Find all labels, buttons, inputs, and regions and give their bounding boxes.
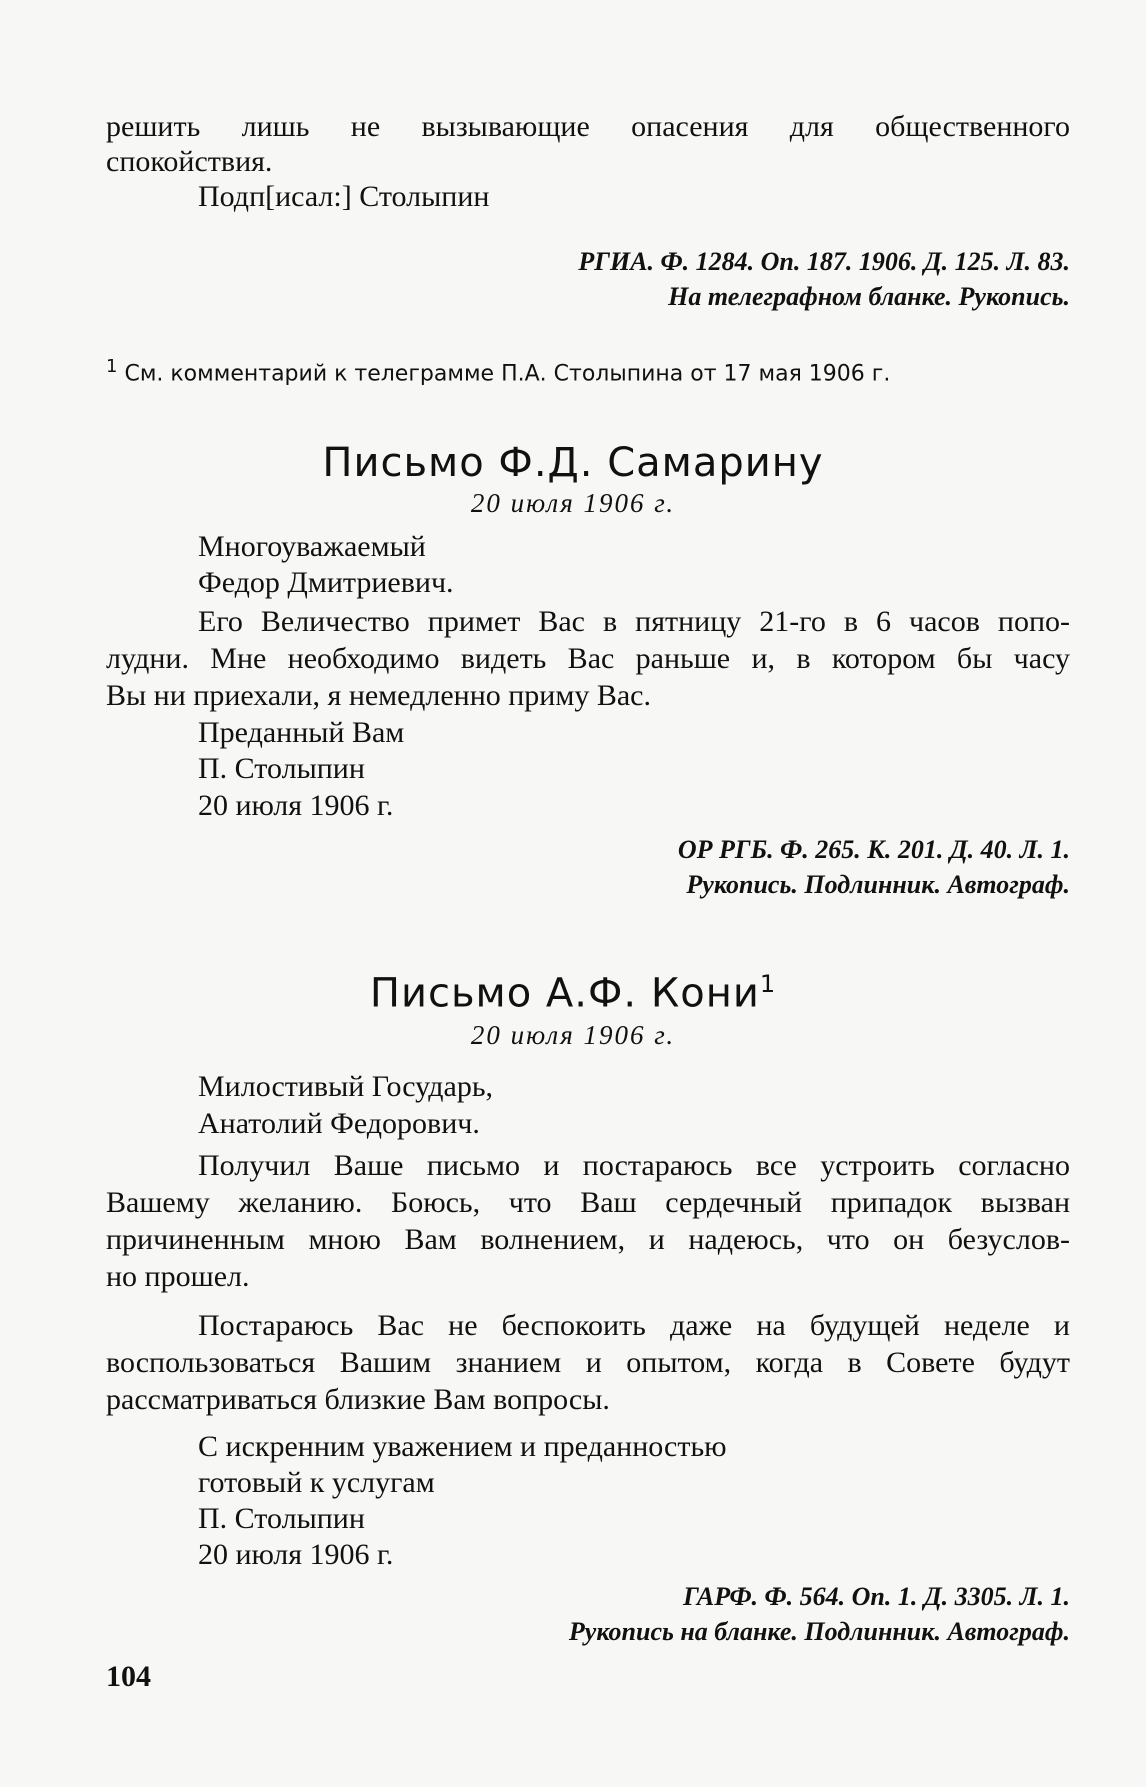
paragraph-line: Получил Ваше письмо и постараюсь все устроить согласно	[198, 1149, 1070, 1182]
paragraph-line: Его Величество примет Вас в пятницу 21-го в 6 часов попо-	[198, 605, 1070, 638]
section-heading	[0, 970, 1146, 1016]
closing: С искренним уважением и преданностью	[198, 1430, 727, 1463]
signature: П. Столыпин	[198, 752, 365, 785]
text-line: решить лишь не вызывающие опасения для общественного	[106, 110, 1070, 143]
archive-citation: ГАРФ. Ф. 564. Оп. 1. Д. 3305. Л. 1.	[683, 1582, 1070, 1611]
paragraph-line: причиненным мною Вам волнением, и надеюсь, что он безуслов-	[106, 1223, 1070, 1256]
source-note: Рукопись на бланке. Подлинник. Автограф.	[568, 1617, 1070, 1646]
paragraph-line: Вы ни приехали, я немедленно приму Вас.	[106, 679, 651, 712]
signature: Подп[исал:] Столыпин	[198, 180, 490, 213]
salutation: Анатолий Федорович.	[198, 1107, 480, 1140]
letter-date: 20 июля 1906 г.	[470, 1020, 676, 1050]
signature: П. Столыпин	[198, 1502, 365, 1535]
letter-date: 20 июля 1906 г.	[470, 488, 676, 518]
page-number: 104	[106, 1660, 151, 1693]
footnote	[106, 356, 890, 386]
paragraph-line: рассматриваться близкие Вам вопросы.	[106, 1383, 610, 1416]
salutation: Многоуважаемый	[198, 530, 426, 563]
archive-citation: ОР РГБ. Ф. 265. К. 201. Д. 40. Л. 1.	[677, 835, 1070, 864]
source-note: Рукопись. Подлинник. Автограф.	[686, 870, 1070, 899]
source-note: На телеграфном бланке. Рукопись.	[668, 282, 1070, 311]
paragraph-line: Постараюсь Вас не беспокоить даже на будущей неделе и	[198, 1309, 1070, 1342]
paragraph-line: но прошел.	[106, 1260, 250, 1293]
section-heading-text: Письмо А.Ф. Кони	[369, 970, 760, 1017]
salutation: Федор Дмитриевич.	[198, 566, 454, 599]
paragraph-line: лудни. Мне необходимо видеть Вас раньше и, в котором бы часу	[106, 642, 1070, 675]
salutation: Милостивый Государь,	[198, 1070, 494, 1103]
signature-date: 20 июля 1906 г.	[198, 789, 394, 822]
footnote-marker: 1	[759, 970, 777, 998]
text-line: спокойствия.	[106, 145, 273, 178]
paragraph-line: воспользоваться Вашим знанием и опытом, когда в Совете будут	[106, 1346, 1070, 1379]
signature-date: 20 июля 1906 г.	[198, 1538, 394, 1571]
footnote-text: См. комментарий к телеграмме П.А. Столыпина от 17 мая 1906 г.	[124, 361, 891, 387]
archive-citation: РГИА. Ф. 1284. Оп. 187. 1906. Д. 125. Л. 83.	[578, 247, 1070, 276]
closing: Преданный Вам	[198, 716, 405, 749]
footnote-marker: 1	[106, 356, 118, 377]
section-heading: Письмо Ф.Д. Самарину	[322, 440, 824, 486]
paragraph-line: Вашему желанию. Боюсь, что Ваш сердечный припадок вызван	[106, 1186, 1070, 1219]
closing: готовый к услугам	[198, 1466, 435, 1499]
